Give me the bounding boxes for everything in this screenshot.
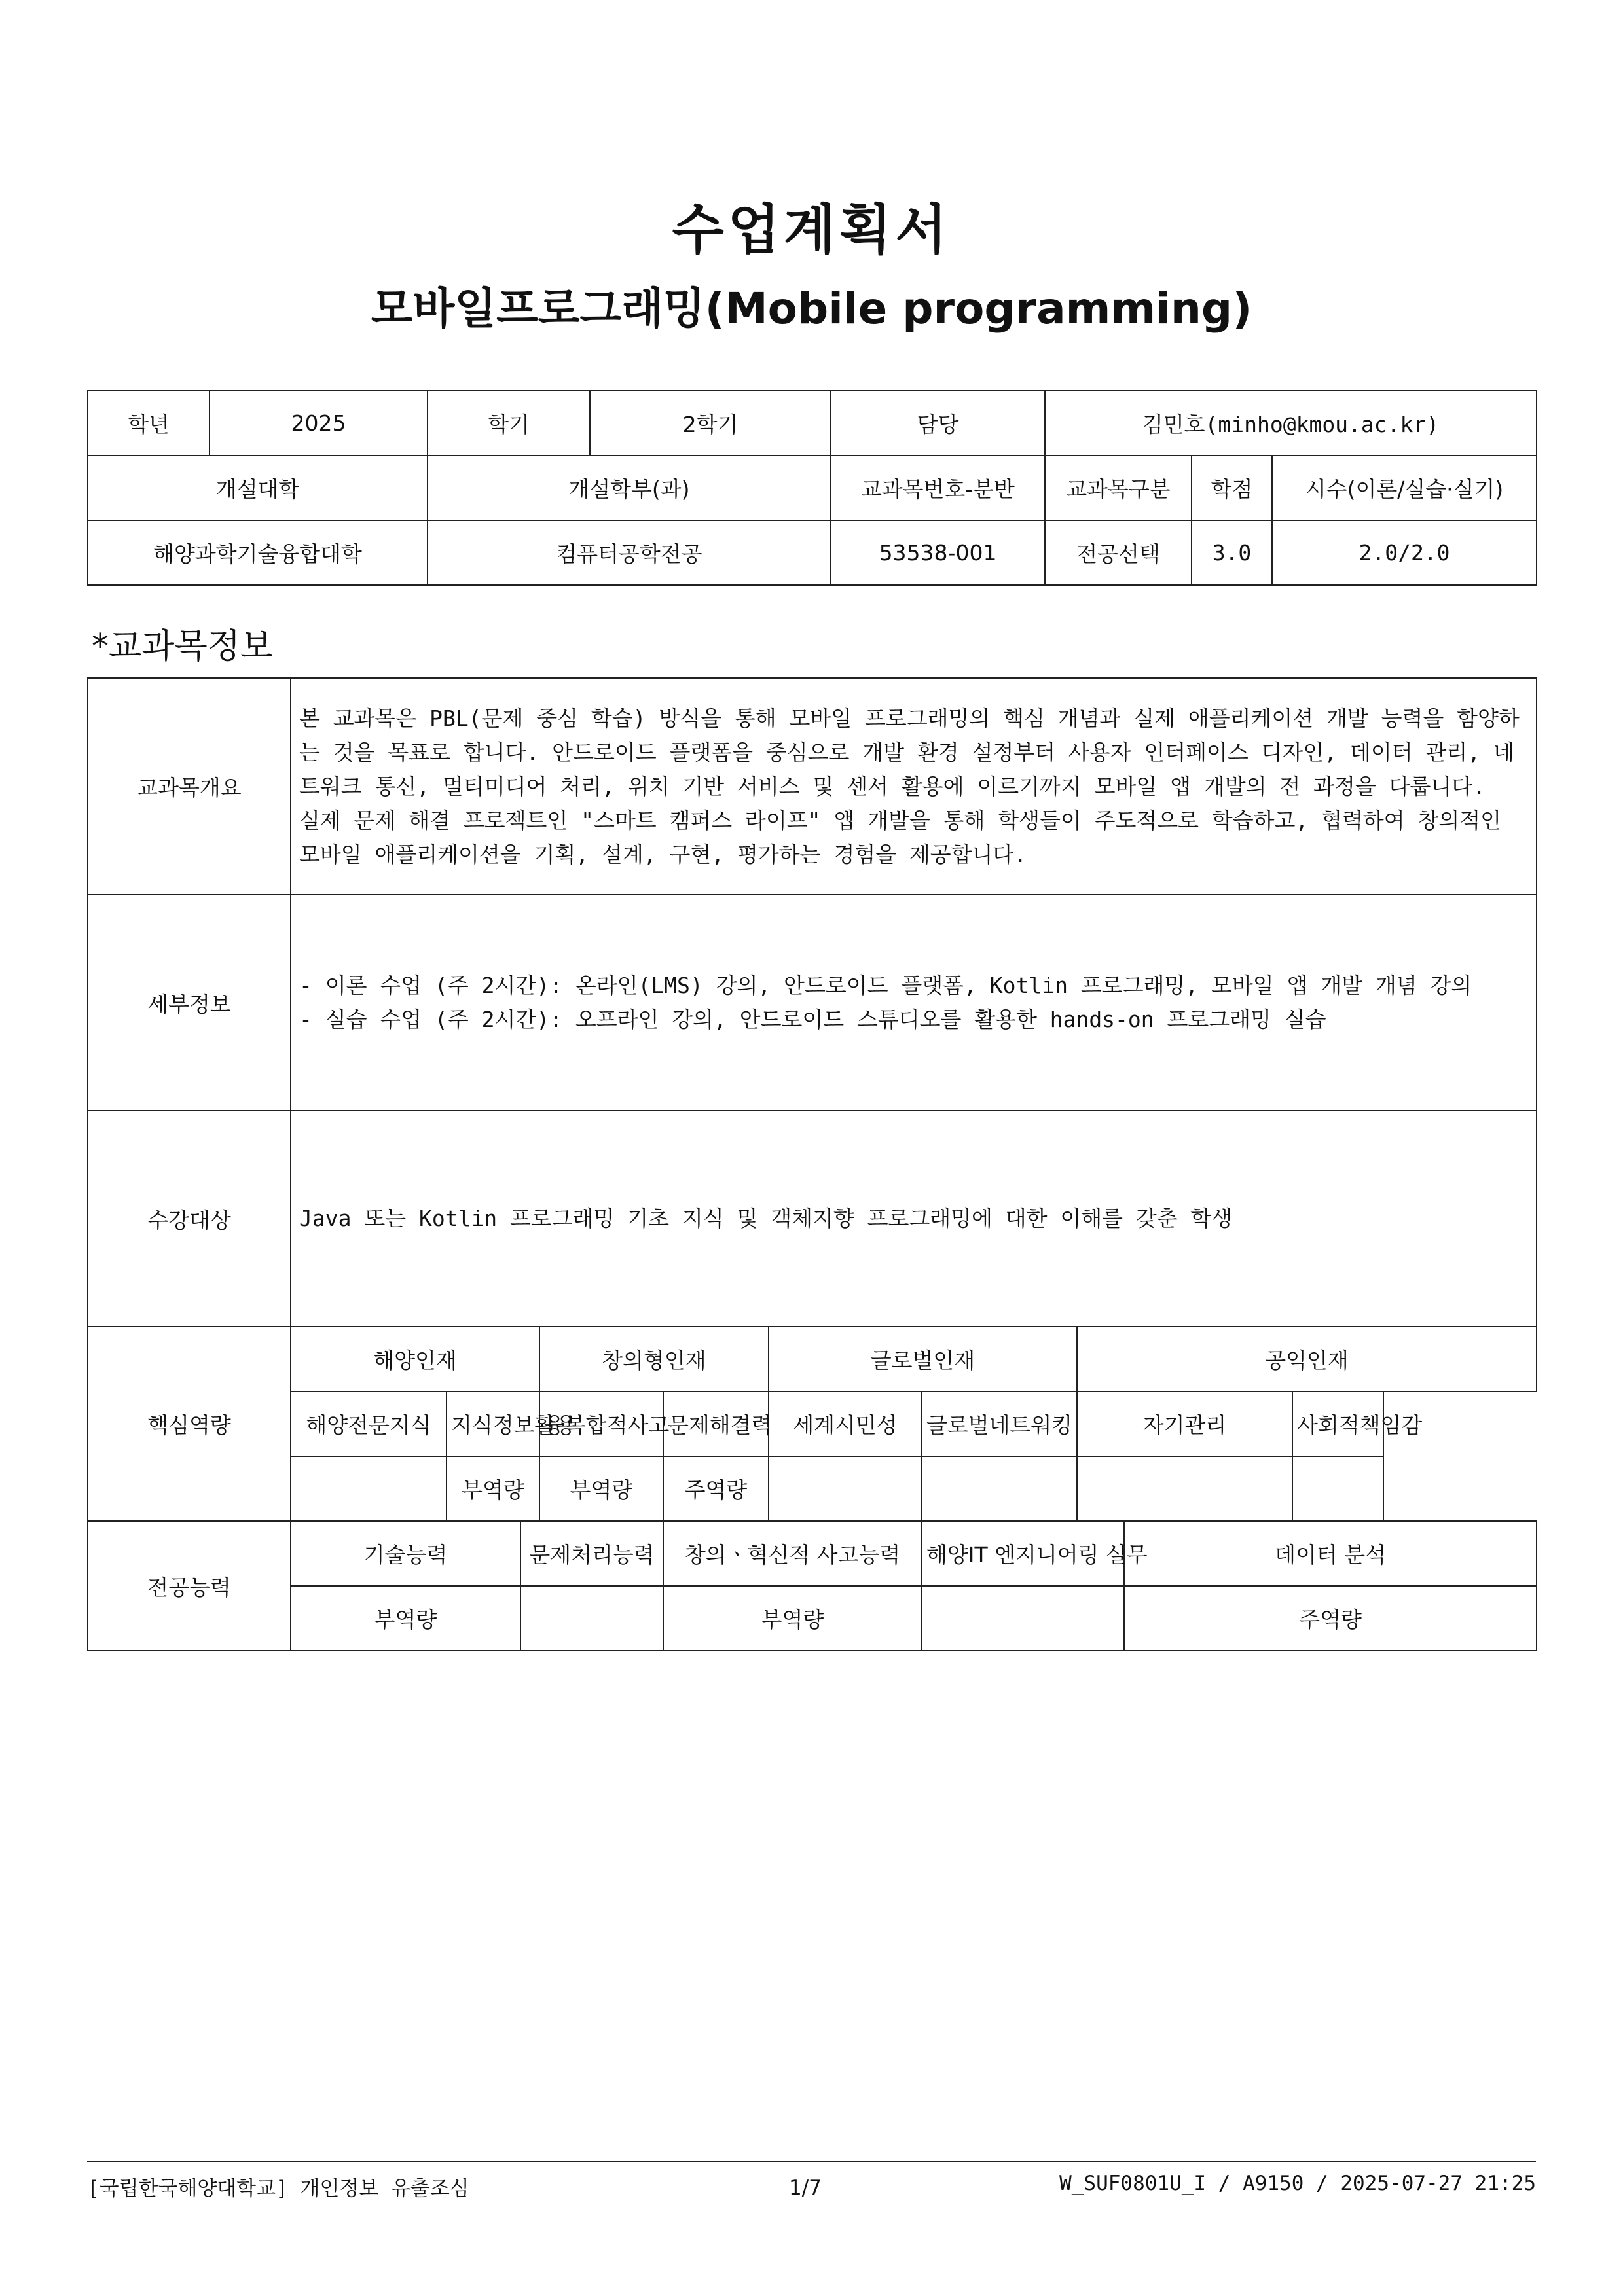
core-level: 부역량	[447, 1456, 539, 1521]
core-item: 융복합적사고	[539, 1391, 663, 1456]
year-label: 학년	[88, 391, 210, 456]
page-number: 1/7	[789, 2176, 822, 2200]
year-value: 2025	[210, 391, 428, 456]
overview-label: 교과목개요	[88, 678, 291, 895]
value-college: 해양과학기술융합대학	[88, 520, 428, 585]
overview-text	[291, 678, 1537, 895]
overview-paragraph-1: 본 교과목은 PBL(문제 중심 학습) 방식을 통해 모바일 프로그래밍의 핵심 개념과 실제 애플리케이션 개발 능력을 함양하는 것을 목표로 합니다. 안드로이드 플랫폼을 중심으로 개발 환경 설정부터 사용자 인터페이스 디자인, 데이터 관리, 네트워크 통신, 멀티미디어 처리, 위치 기반 서비스 및 센서 활용에 이르기까지 모바일 앱 개발의 전 과정을 다룹니다.	[299, 705, 1520, 799]
core-item: 자기관리	[1077, 1391, 1292, 1456]
footer-doc-id: W_SUF0801U_I / A9150 / 2025-07-27 21:25	[1059, 2172, 1536, 2195]
major-level: 부역량	[291, 1586, 520, 1651]
semester-value: 2학기	[590, 391, 831, 456]
value-department: 컴퓨터공학전공	[428, 520, 831, 585]
major-item: 데이터 분석	[1124, 1521, 1537, 1586]
core-item: 문제해결력	[663, 1391, 769, 1456]
core-level	[769, 1456, 922, 1521]
major-level: 주역량	[1124, 1586, 1537, 1651]
course-title: 모바일프로그래밍(Mobile programming)	[371, 283, 1252, 334]
major-competency-label: 전공능력	[88, 1521, 291, 1651]
core-level	[1292, 1456, 1383, 1521]
course-info-table	[87, 390, 1537, 586]
core-item: 해양전문지식	[291, 1391, 447, 1456]
major-item: 문제처리능력	[520, 1521, 663, 1586]
semester-label: 학기	[428, 391, 590, 456]
core-group-global: 글로벌인재	[769, 1327, 1077, 1391]
course-detail-table	[87, 677, 1537, 1651]
header-hours: 시수(이론/실습·실기)	[1272, 456, 1537, 520]
core-item: 글로벌네트워킹	[922, 1391, 1077, 1456]
header-department: 개설학부(과)	[428, 456, 831, 520]
core-level: 주역량	[663, 1456, 769, 1521]
document-title: 수업계획서	[672, 199, 951, 261]
core-competency-label: 핵심역량	[88, 1327, 291, 1521]
instructor-value: 김민호(minho@kmou.ac.kr)	[1045, 391, 1537, 456]
core-level	[922, 1456, 1077, 1521]
details-line-1: - 이론 수업 (주 2시간): 온라인(LMS) 강의, 안드로이드 플랫폼, Kotlin 프로그래밍, 모바일 앱 개발 개념 강의	[299, 973, 1472, 998]
details-text	[291, 895, 1537, 1111]
header-course-number: 교과목번호-분반	[831, 456, 1045, 520]
core-group-public: 공익인재	[1077, 1327, 1537, 1391]
major-item: 기술능력	[291, 1521, 520, 1586]
value-credits: 3.0	[1192, 520, 1272, 585]
instructor-label: 담당	[831, 391, 1045, 456]
footer-notice: [국립한국해양대학교] 개인정보 유출조심	[87, 2177, 469, 2200]
footer-divider	[87, 2161, 1536, 2162]
value-course-number: 53538-001	[831, 520, 1045, 585]
audience-label: 수강대상	[88, 1111, 291, 1327]
header-course-type: 교과목구분	[1045, 456, 1192, 520]
core-item: 지식정보활용	[447, 1391, 539, 1456]
details-label: 세부정보	[88, 895, 291, 1111]
details-line-2: - 실습 수업 (주 2시간): 오프라인 강의, 안드로이드 스튜디오를 활용한 hands-on 프로그래밍 실습	[299, 1007, 1326, 1032]
major-item: 창의ㆍ혁신적 사고능력	[663, 1521, 922, 1586]
section-heading: *교과목정보	[92, 627, 274, 666]
core-group-creative: 창의형인재	[539, 1327, 769, 1391]
major-level: 부역량	[663, 1586, 922, 1651]
core-group-marine: 해양인재	[291, 1327, 539, 1391]
major-item: 해양IT 엔지니어링 실무	[922, 1521, 1124, 1586]
core-level	[1077, 1456, 1292, 1521]
major-level	[922, 1586, 1124, 1651]
header-credits: 학점	[1192, 456, 1272, 520]
core-level: 부역량	[539, 1456, 663, 1521]
core-item: 사회적책임감	[1292, 1391, 1383, 1456]
core-level	[291, 1456, 447, 1521]
audience-text: Java 또는 Kotlin 프로그래밍 기초 지식 및 객체지향 프로그래밍에 대한 이해를 갖춘 학생	[291, 1111, 1537, 1327]
value-hours: 2.0/2.0	[1272, 520, 1537, 585]
value-course-type: 전공선택	[1045, 520, 1192, 585]
overview-paragraph-2: 실제 문제 해결 프로젝트인 "스마트 캠퍼스 라이프" 앱 개발을 통해 학생들이 주도적으로 학습하고, 협력하여 창의적인 모바일 애플리케이션을 기획, 설계, 구현, 평가하는 경험을 제공합니다.	[299, 807, 1502, 867]
core-item: 세계시민성	[769, 1391, 922, 1456]
major-level	[520, 1586, 663, 1651]
header-college: 개설대학	[88, 456, 428, 520]
